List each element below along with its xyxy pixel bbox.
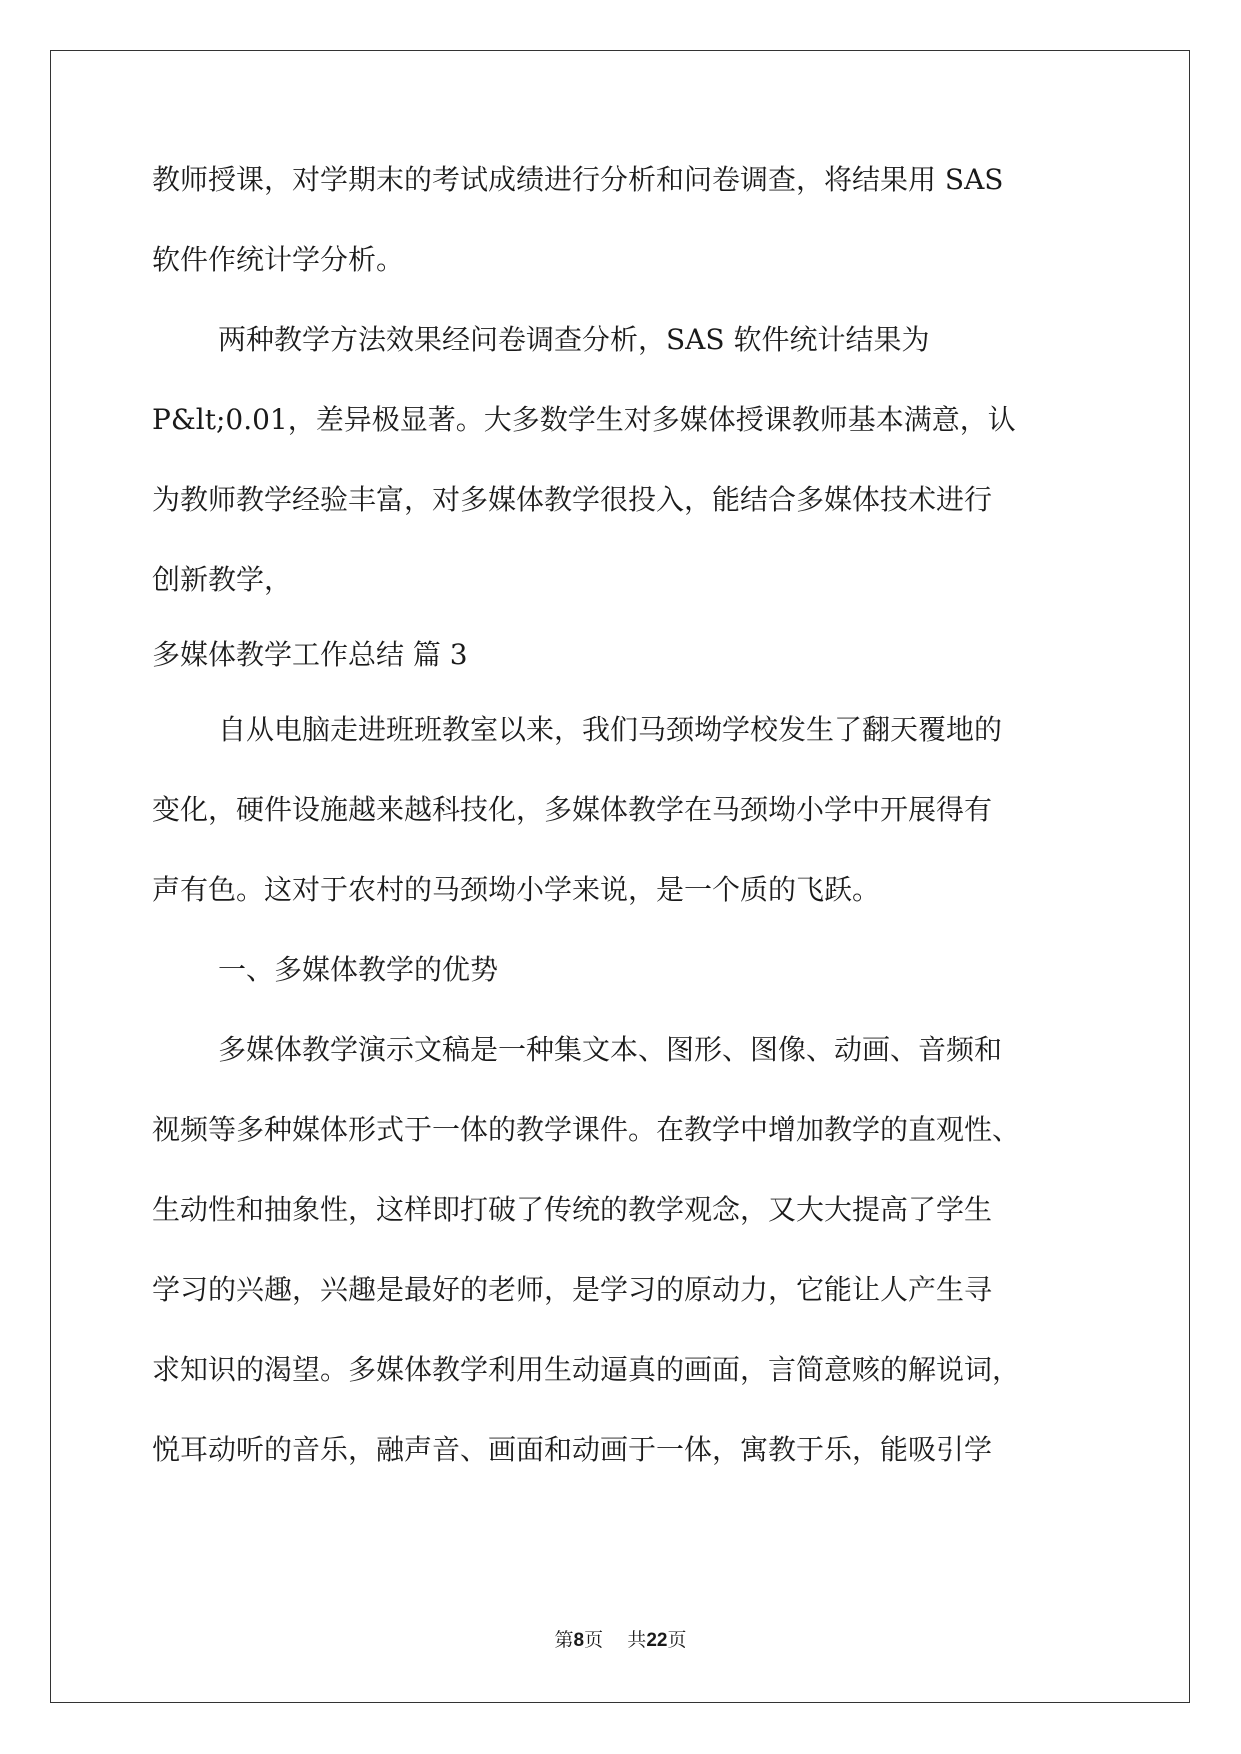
text-line: 多媒体教学演示文稿是一种集文本、图形、图像、动画、音频和: [218, 1033, 1003, 1066]
text-line: 变化，硬件设施越来越科技化，多媒体教学在马颈坳小学中开展得有: [152, 793, 993, 826]
text-line: 声有色。这对于农村的马颈坳小学来说，是一个质的飞跃。: [152, 873, 881, 906]
page-number: 8: [573, 1630, 585, 1651]
text-line: 创新教学，: [152, 563, 293, 596]
total-prefix: 共: [627, 1629, 647, 1651]
total-suffix: 页: [667, 1629, 687, 1651]
text-line: 求知识的渴望。多媒体教学利用生动逼真的画面，言简意赅的解说词，: [152, 1353, 1021, 1386]
text-line: 自从电脑走进班班教室以来，我们马颈坳学校发生了翻天覆地的: [218, 713, 1003, 746]
text-line: P&lt;0.01，差异极显著。大多数学生对多媒体授课教师基本满意，认: [152, 403, 1016, 436]
page-suffix: 页: [584, 1629, 604, 1651]
section-heading: 多媒体教学工作总结 篇 3: [152, 638, 468, 671]
page-footer: [0, 1628, 1241, 1653]
text-line: 软件作统计学分析。: [152, 243, 405, 276]
text-line: 为教师教学经验丰富，对多媒体教学很投入，能结合多媒体技术进行: [152, 483, 993, 516]
text-line: 学习的兴趣，兴趣是最好的老师，是学习的原动力，它能让人产生寻: [152, 1273, 993, 1306]
text-line: 两种教学方法效果经问卷调查分析，SAS 软件统计结果为: [218, 323, 930, 356]
document-body: [152, 163, 1092, 1513]
page-prefix: 第: [554, 1629, 574, 1651]
text-line: 悦耳动听的音乐，融声音、画面和动画于一体，寓教于乐，能吸引学: [152, 1433, 993, 1466]
total-pages: 22: [646, 1630, 668, 1651]
text-line: 教师授课，对学期末的考试成绩进行分析和问卷调查，将结果用 SAS: [152, 163, 1004, 196]
text-line: 生动性和抽象性，这样即打破了传统的教学观念，又大大提高了学生: [152, 1193, 993, 1226]
subheading: 一、多媒体教学的优势: [218, 953, 499, 986]
text-line: 视频等多种媒体形式于一体的教学课件。在教学中增加教学的直观性、: [152, 1113, 1021, 1146]
